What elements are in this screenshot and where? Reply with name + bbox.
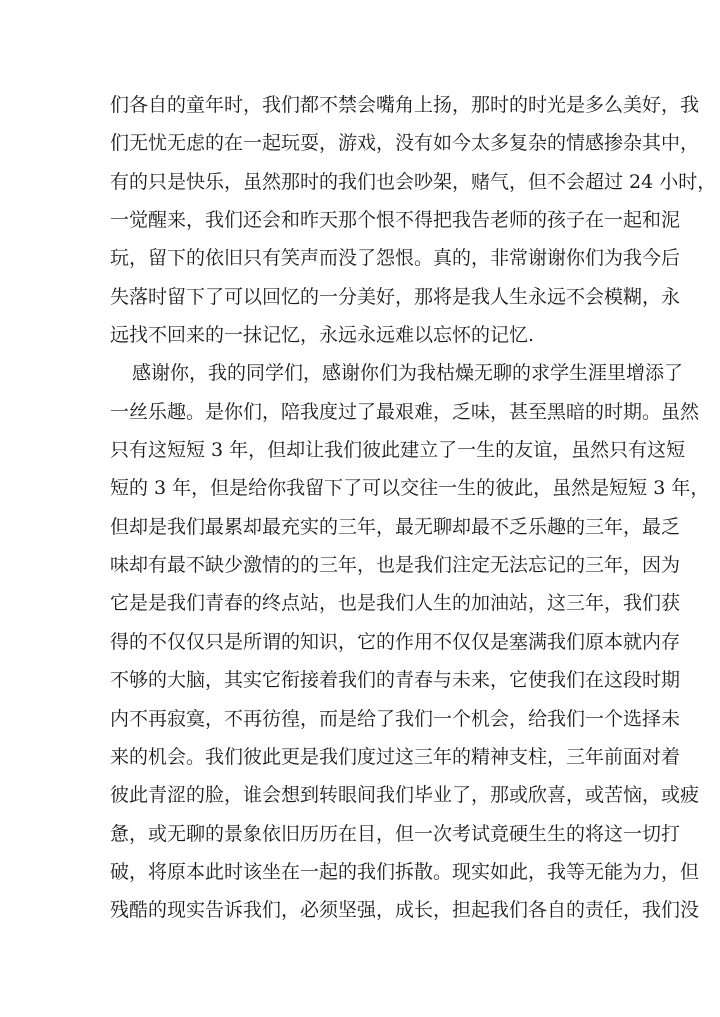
text-line: 们无忧无虑的在一起玩耍，游戏，没有如今太多复杂的情感掺杂其中， <box>110 132 700 155</box>
text-line: 但却是我们最累却最充实的三年，最无聊却最不乏乐趣的三年，最乏 <box>110 515 681 538</box>
text-line: 感谢你，我的同学们，感谢你们为我枯燥无聊的求学生涯里增添了 <box>132 362 684 385</box>
text-line: 短的 3 年，但是给你我留下了可以交往一生的彼此，虽然是短短 3 年， <box>110 477 710 500</box>
text-line: 破，将原本此时该坐在一起的我们拆散。现实如此，我等无能为力，但 <box>110 860 700 883</box>
text-line: 惫，或无聊的景象依旧历历在目，但一次考试竟硬生生的将这一切打 <box>110 822 681 845</box>
text-line: 彼此青涩的脸，谁会想到转眼间我们毕业了，那或欣喜，或苦恼，或疲 <box>110 784 700 807</box>
text-line: 们各自的童年时，我们都不禁会嘴角上扬，那时的时光是多么美好，我 <box>110 94 700 116</box>
text-line: 残酷的现实告诉我们，必须坚强，成长，担起我们各自的责任，我们没 <box>110 899 700 922</box>
text-line: 只有这短短 3 年，但却让我们彼此建立了一生的友谊，虽然只有这短 <box>110 439 686 462</box>
text-line: 远找不回来的一抹记忆，永远永远难以忘怀的记忆. <box>110 324 535 347</box>
text-line: 来的机会。我们彼此更是我们度过这三年的精神支柱，三年前面对着 <box>110 745 681 768</box>
text-line: 一觉醒来，我们还会和昨天那个恨不得把我告老师的孩子在一起和泥 <box>110 209 681 232</box>
text-line: 得的不仅仅只是所谓的知识，它的作用不仅仅是塞满我们原本就内存 <box>110 630 681 653</box>
text-line: 味却有最不缺少激情的的三年，也是我们注定无法忘记的三年，因为 <box>110 554 681 577</box>
paragraph-2 <box>110 354 710 929</box>
document-body <box>110 86 717 930</box>
paragraph-1 <box>110 86 717 354</box>
text-line: 有的只是快乐，虽然那时的我们也会吵架，赌气，但不会超过 24 小时， <box>110 170 717 193</box>
text-line: 内不再寂寞，不再彷徨，而是给了我们一个机会，给我们一个选择未 <box>110 707 681 730</box>
text-line: 它是是我们青春的终点站，也是我们人生的加油站，这三年，我们获 <box>110 592 681 615</box>
text-line: 玩，留下的依旧只有笑声而没了怨恨。真的，非常谢谢你们为我今后 <box>110 247 681 270</box>
text-line: 一丝乐趣。是你们，陪我度过了最艰难，乏味，甚至黑暗的时期。虽然 <box>110 400 700 423</box>
text-line: 不够的大脑，其实它衔接着我们的青春与未来，它使我们在这段时期 <box>110 669 681 692</box>
text-line: 失落时留下了可以回忆的一分美好，那将是我人生永远不会模糊，永 <box>110 285 681 308</box>
